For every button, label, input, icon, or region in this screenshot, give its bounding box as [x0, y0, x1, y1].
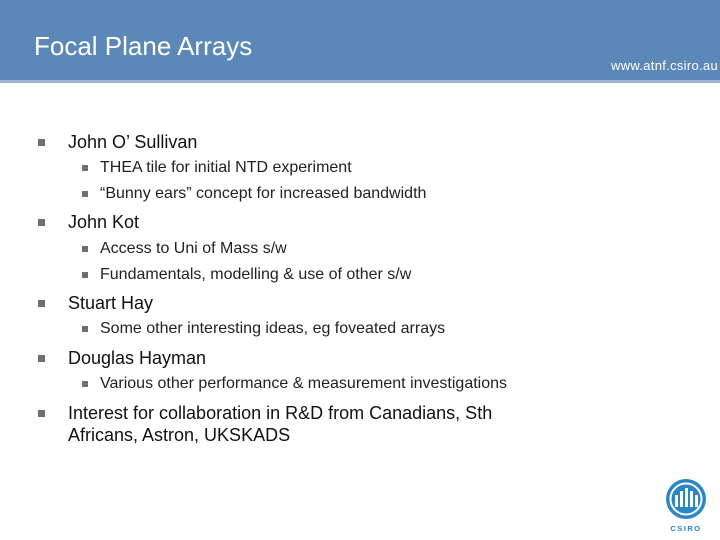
sub-bullet-text: THEA tile for initial NTD experiment: [100, 159, 352, 176]
bullet-text: John Kot: [68, 212, 140, 232]
csiro-logo-icon: [664, 478, 708, 534]
sub-bullet-marker: [82, 246, 88, 252]
bullet-marker: [38, 300, 45, 307]
sub-bullet-marker: [82, 165, 88, 171]
bullet-text: Interest for collaboration in R&D from Canadians, Sth: [68, 403, 493, 423]
sub-bullet-text: Access to Uni of Mass s/w: [100, 240, 287, 257]
bullet-text: Douglas Hayman: [68, 348, 207, 368]
sub-bullet-marker: [82, 326, 88, 332]
sub-bullet-marker: [82, 381, 88, 387]
bullet-text: Africans, Astron, UKSKADS: [68, 425, 291, 445]
slide-title: Focal Plane Arrays: [34, 31, 253, 61]
bullet-marker: [38, 219, 45, 226]
csiro-logo: [664, 478, 708, 534]
sub-bullet-text: Various other performance & measurement investigations: [100, 375, 508, 392]
sub-bullet-marker: [82, 272, 88, 278]
sub-bullet-marker: [82, 191, 88, 197]
sub-bullet-text: Fundamentals, modelling & use of other s/w: [100, 266, 412, 283]
bullet-marker: [38, 410, 45, 417]
bullet-marker: [38, 139, 45, 146]
sub-bullet-text: Some other interesting ideas, eg foveated arrays: [100, 320, 446, 337]
bullet-text: Stuart Hay: [68, 293, 154, 313]
bullet-text: John O’ Sullivan: [68, 132, 198, 152]
csiro-logo-text: CSIRO: [670, 524, 702, 533]
site-url: www.atnf.csiro.au: [611, 58, 718, 73]
bullet-marker: [38, 355, 45, 362]
sub-bullet-text: “Bunny ears” concept for increased bandwidth: [100, 185, 427, 202]
